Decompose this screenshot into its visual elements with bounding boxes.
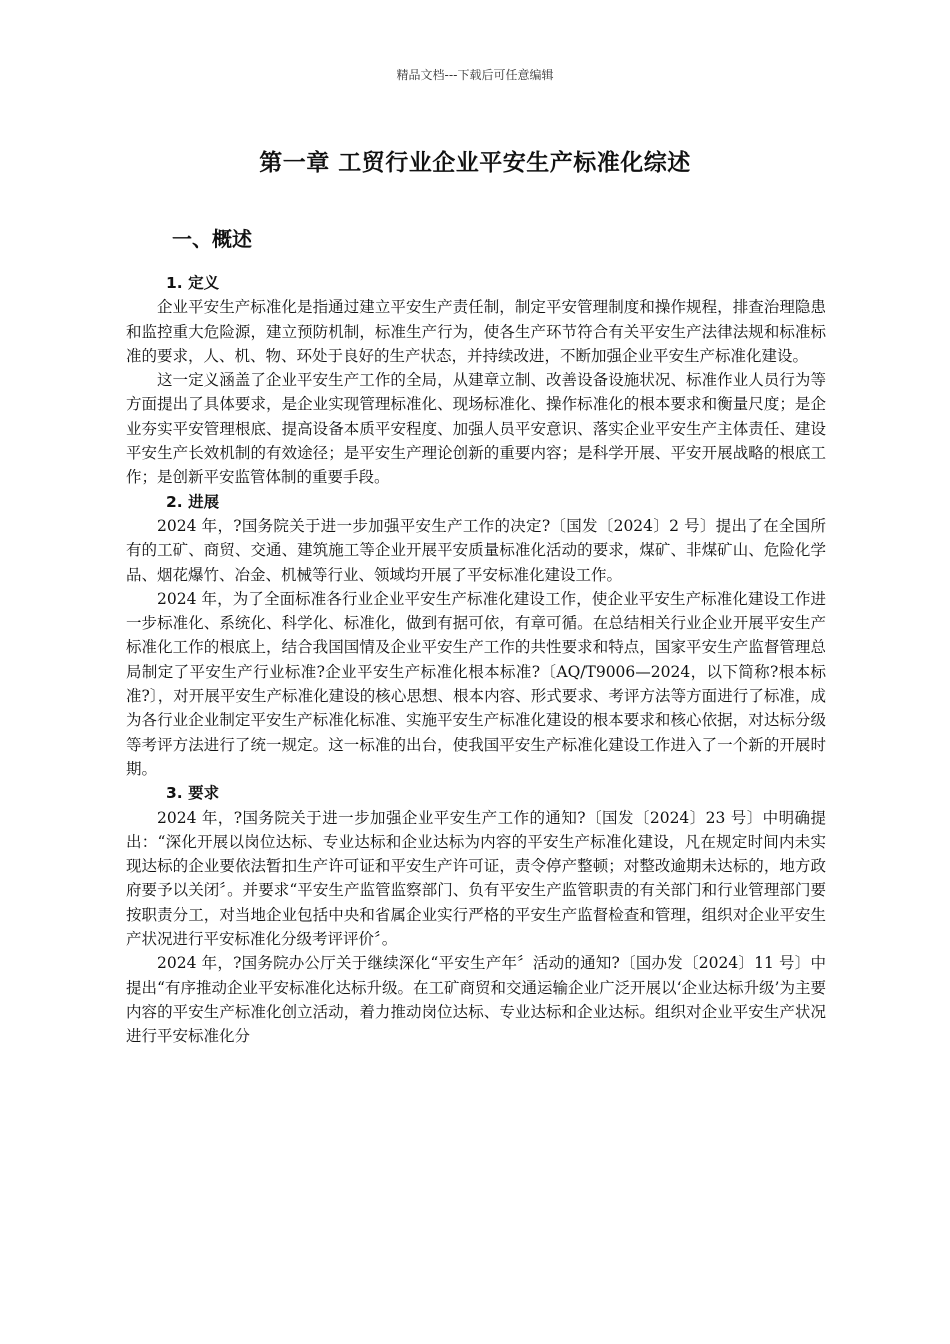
subsection-heading: 1. 定义 (166, 274, 220, 292)
paragraph: 2024 年，?国务院办公厅关于继续深化“平安生产年〞活动的通知?〔国办发〔2024〕11 号〕中提出“有序推动企业平安标准化达标升级。在工矿商贸和交通运输企业广泛开展以‘企业达标升级’为主要内容的平安生产标准化创立活动，着力推动岗位达标、专业达标和企业达标。组织对企业平安生产状况进行平安标准化分 (126, 954, 826, 1046)
paragraph: 企业平安生产标准化是指通过建立平安生产责任制，制定平安管理制度和操作规程，排查治理隐患和监控重大危险源，建立预防机制，标准生产行为，使各生产环节符合有关平安生产法律法规和标准标准的要求，人、机、物、环处于良好的生产状态，并持续改进，不断加强企业平安生产标准化建设。 (126, 298, 826, 365)
subsection-definition (126, 271, 826, 490)
paragraph: 2024 年，为了全面标准各行业企业平安生产标准化建设工作，使企业平安生产标准化建设工作进一步标准化、系统化、科学化、标准化，做到有据可依，有章可循。在总结相关行业企业开展平安生产标准化工作的根底上，结合我国国情及企业平安生产工作的共性要求和特点，国家平安生产监督管理总局制定了平安生产行业标准?企业平安生产标准化根本标准?〔AQ/T9006—2024，以下简称?根本标准?〕，对开展平安生产标准化建设的核心思想、根本内容、形式要求、考评方法等方面进行了标准，成为各行业企业制定平安生产标准化标准、实施平安生产标准化建设的根本要求和核心依据，对达标分级等考评方法进行了统一规定。这一标准的出台，使我国平安生产标准化建设工作进入了一个新的开展时期。 (126, 589, 826, 778)
paragraph: 这一定义涵盖了企业平安生产工作的全局，从建章立制、改善设备设施状况、标准作业人员行为等方面提出了具体要求，是企业实现管理标准化、现场标准化、操作标准化的根本要求和衡量尺度；是企业夯实平安管理根底、提高设备本质平安程度、加强人员平安意识、落实企业平安生产主体责任、建设平安生产长效机制的有效途径；是平安生产理论创新的重要内容；是科学开展、平安开展战略的根底工作；是创新平安监管体制的重要手段。 (126, 371, 826, 487)
subsection-requirements (126, 781, 826, 1048)
subsection-heading: 3. 要求 (166, 784, 220, 803)
page-header-note: 精品文档---下载后可任意编辑 (396, 68, 554, 82)
document-body (126, 271, 826, 1049)
paragraph: 2024 年，?国务院关于进一步加强平安生产工作的决定?〔国发〔2024〕2 号〕提出了在全国所有的工矿、商贸、交通、建筑施工等企业开展平安质量标准化活动的要求，煤矿、非煤矿山、危险化学品、烟花爆竹、冶金、机械等行业、领域均开展了平安标准化建设工作。 (126, 516, 826, 584)
subsection-heading: 2. 进展 (166, 492, 220, 511)
chapter-title: 第一章 工贸行业企业平安生产标准化综述 (259, 150, 691, 176)
subsection-progress (126, 490, 826, 782)
paragraph: 2024 年，?国务院关于进一步加强企业平安生产工作的通知?〔国发〔2024〕23 号〕中明确提出：“深化开展以岗位达标、专业达标和企业达标为内容的平安生产标准化建设，凡在规定时间内未实现达标的企业要依法暂扣生产许可证和平安生产许可证，责令停产整顿；对整改逾期未达标的，地方政府要予以关闭〞。并要求“平安生产监管监察部门、负有平安生产监管职责的有关部门和行业管理部门要按职责分工，对当地企业包括中央和省属企业实行严格的平安生产监督检查和管理，组织对企业平安生产状况进行平安标准化分级考评评价〞。 (126, 808, 826, 949)
section-title: 一、概述 (172, 227, 252, 251)
